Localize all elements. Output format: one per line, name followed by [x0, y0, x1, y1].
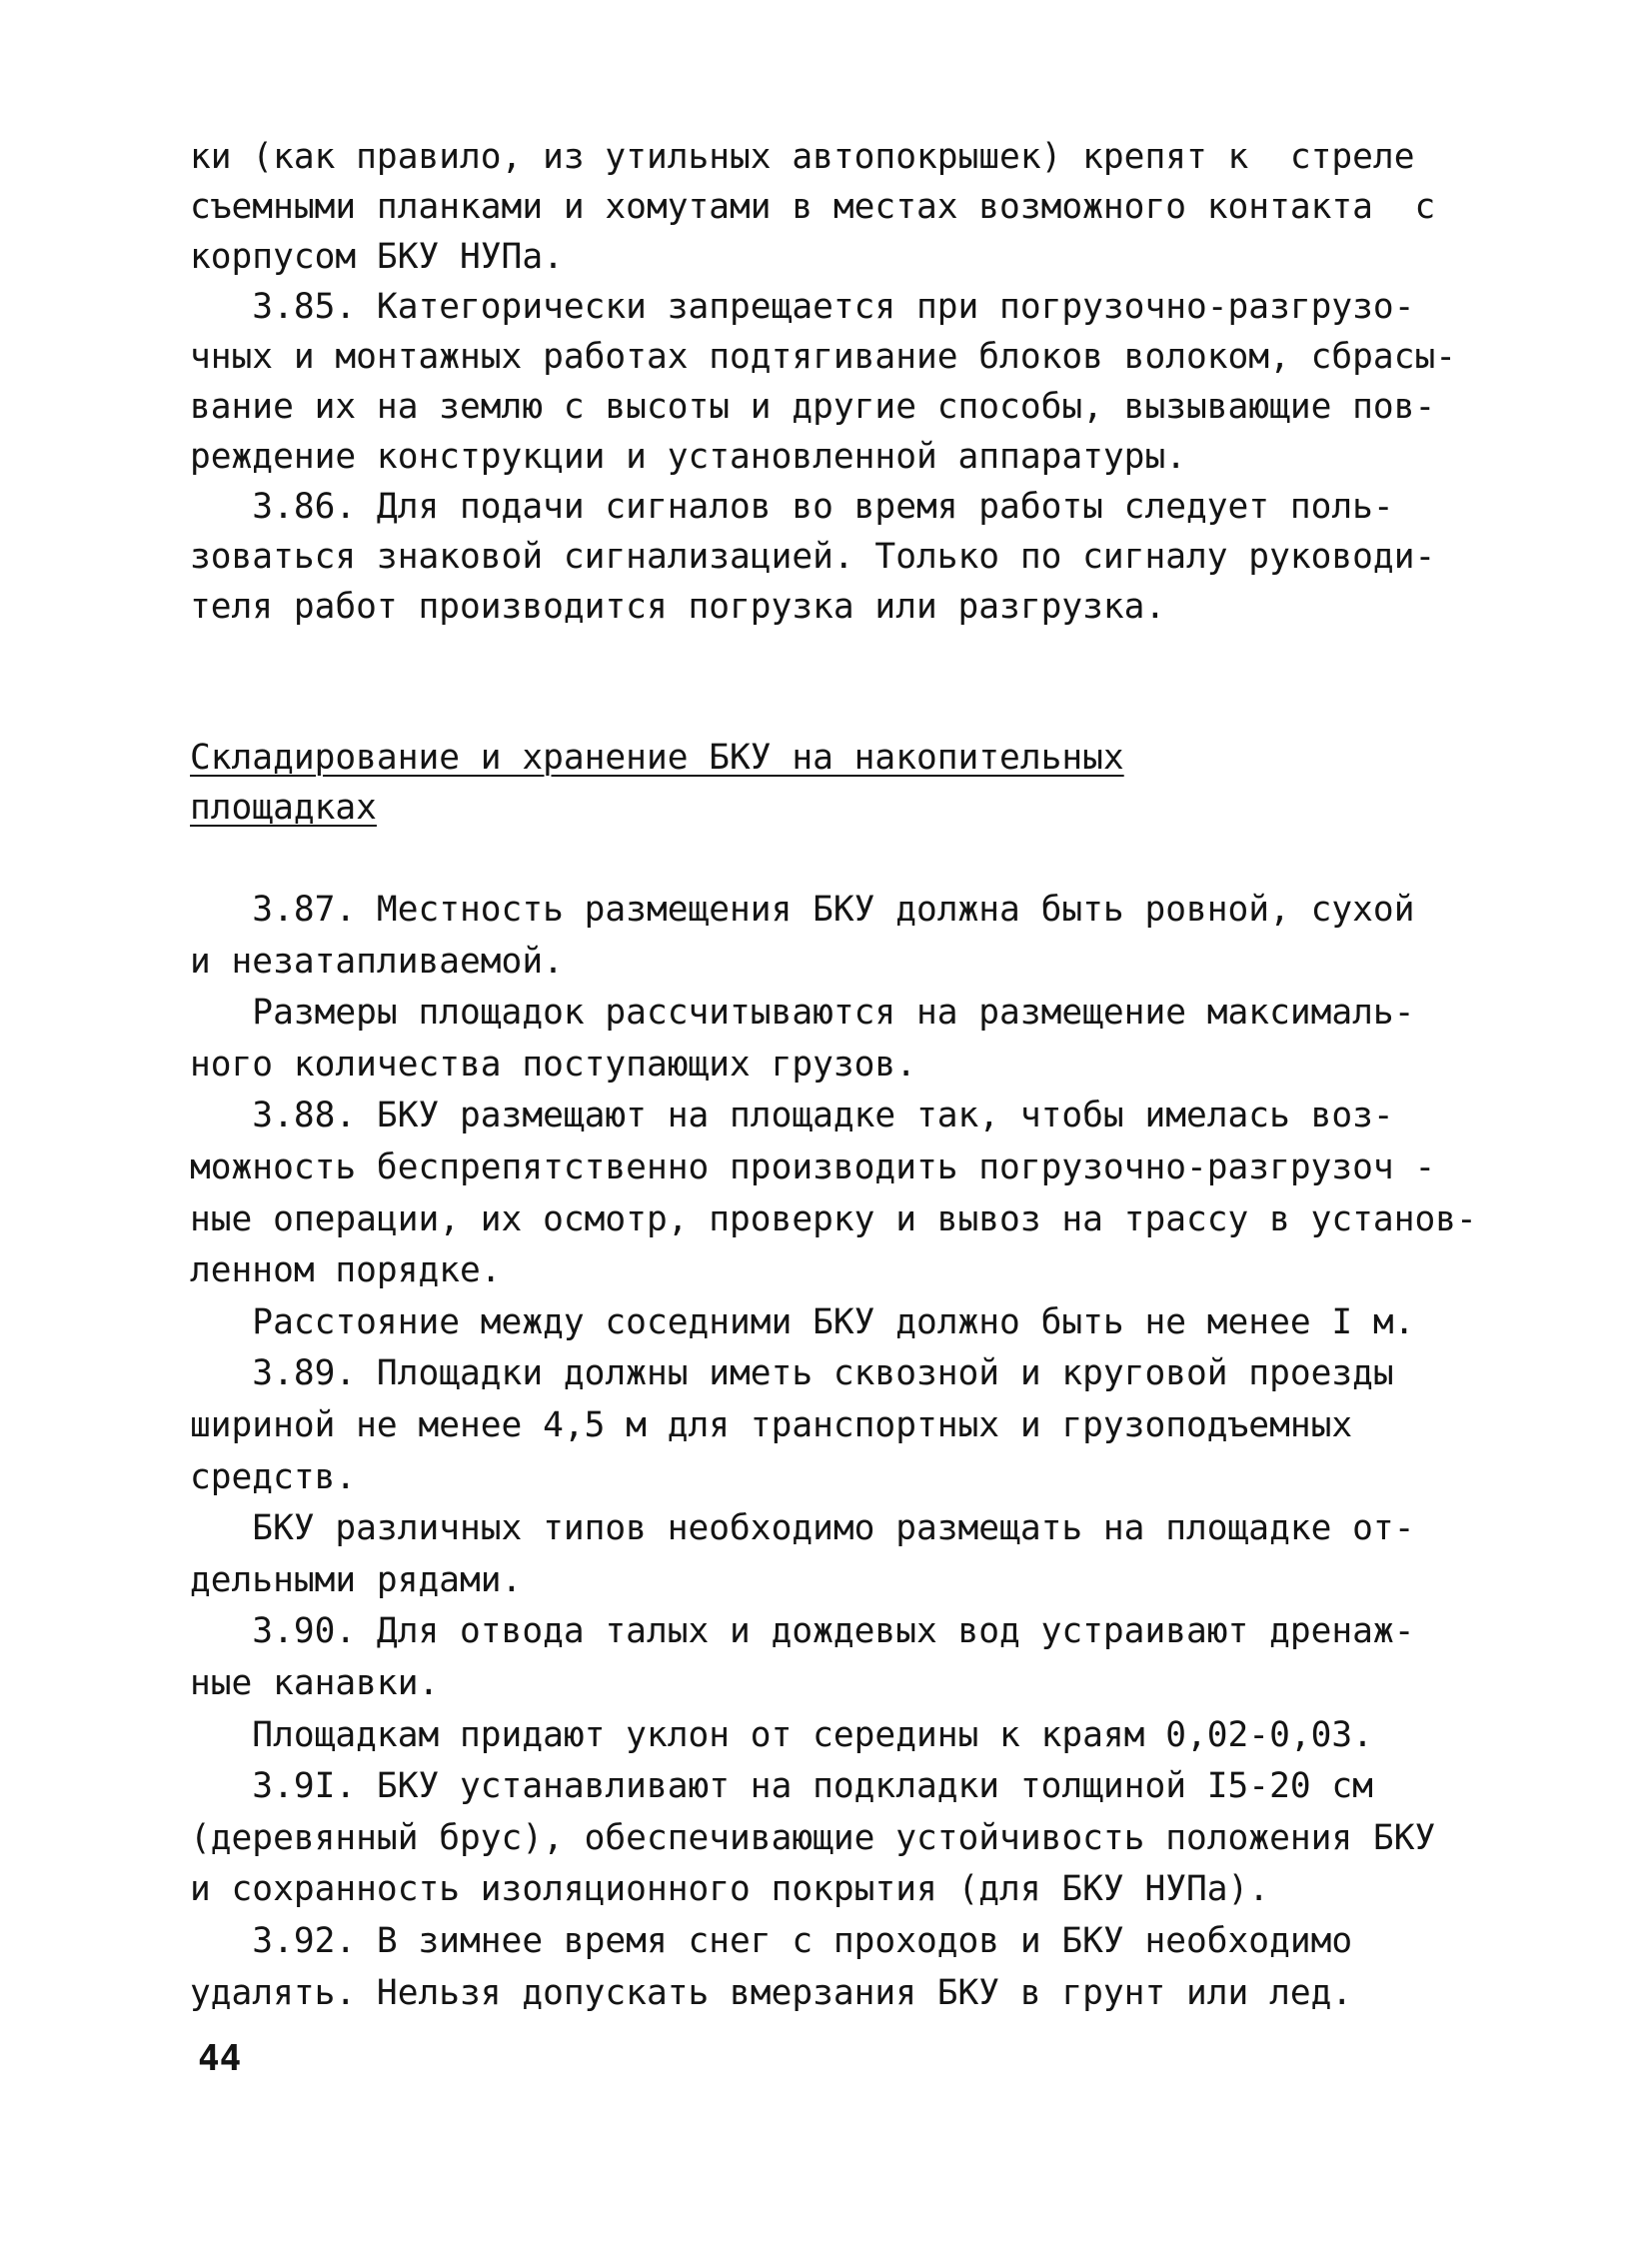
text-line: 3.92. В зимнее время снег с проходов и БКУ необходимо: [190, 1921, 1353, 1961]
text-line: Размеры площадок рассчитываются на размещение максималь-: [190, 993, 1415, 1033]
text-line: (деревянный брус), обеспечивающие устойчивость положения БКУ: [190, 1818, 1436, 1858]
text-line: ного количества поступающих грузов.: [190, 1045, 916, 1085]
text-line: вание их на землю с высоты и другие способы, вызывающие пов-: [190, 387, 1436, 427]
text-line: реждение конструкции и установленной аппаратуры.: [190, 437, 1186, 477]
text-line: удалять. Нельзя допускать вмерзания БКУ в грунт или лед.: [190, 1973, 1353, 2013]
text-line: чных и монтажных работах подтягивание блоков волоком, сбрасы-: [190, 337, 1457, 377]
text-line: дельными рядами.: [190, 1560, 523, 1600]
text-line: шириной не менее 4,5 м для транспортных и грузоподъемных: [190, 1405, 1353, 1445]
text-line: БКУ различных типов необходимо размещать на площадке от-: [190, 1508, 1415, 1548]
text-line: теля работ производится погрузка или разгрузка.: [190, 587, 1166, 627]
text-line: 3.87. Местность размещения БКУ должна быть ровной, сухой: [190, 890, 1415, 930]
text-line: Площадкам придают уклон от середины к краям 0,02-0,03.: [190, 1715, 1373, 1755]
heading-line: площадках: [190, 788, 377, 828]
page-number: 44: [198, 2038, 242, 2079]
text-line: зоваться знаковой сигнализацией. Только по сигналу руководи-: [190, 537, 1436, 577]
text-line: съемными планками и хомутами в местах возможного контакта с: [190, 187, 1436, 227]
text-line: 3.90. Для отвода талых и дождевых вод устраивают дренаж-: [190, 1611, 1415, 1651]
text-line: 3.86. Для подачи сигналов во время работы следует поль-: [190, 487, 1394, 527]
text-line: корпусом БКУ НУПа.: [190, 237, 564, 277]
text-line: и сохранность изоляционного покрытия (для БКУ НУПа).: [190, 1869, 1270, 1909]
text-line: ленном порядке.: [190, 1250, 502, 1290]
text-line: средств.: [190, 1457, 357, 1497]
text-line: и незатапливаемой.: [190, 942, 564, 982]
text-line: Расстояние между соседними БКУ должно быть не менее I м.: [190, 1302, 1415, 1342]
heading-line: Складирование и хранение БКУ на накопительных: [190, 738, 1124, 778]
text-line: ки (как правило, из утильных автопокрышек) крепят к стреле: [190, 137, 1415, 177]
text-line: 3.89. Площадки должны иметь сквозной и круговой проезды: [190, 1353, 1394, 1393]
text-line: 3.85. Категорически запрещается при погрузочно-разгрузо-: [190, 287, 1415, 327]
text-line: 3.9I. БКУ устанавливают на подкладки толщиной I5-20 см: [190, 1766, 1373, 1806]
text-line: 3.88. БКУ размещают на площадке так, чтобы имелась воз-: [190, 1096, 1394, 1135]
text-line: можность беспрепятственно производить погрузочно-разгрузоч -: [190, 1147, 1436, 1187]
text-line: ные канавки.: [190, 1663, 440, 1703]
text-line: ные операции, их осмотр, проверку и вывоз на трассу в установ-: [190, 1199, 1477, 1239]
